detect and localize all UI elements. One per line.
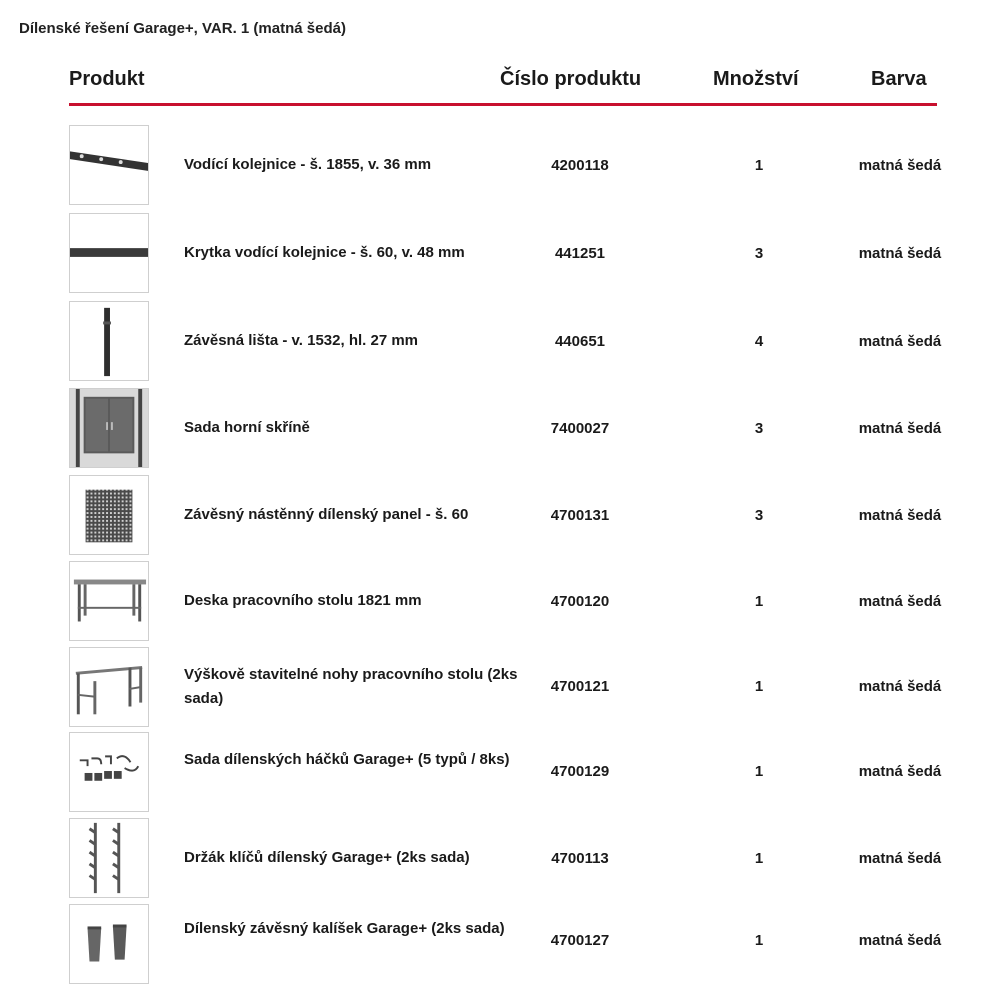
product-code: 4700120 <box>550 593 610 610</box>
rail-cover-icon <box>69 213 149 293</box>
product-color: matná šedá <box>858 763 942 780</box>
hanging-strip-icon <box>69 301 149 381</box>
product-name: Vodící kolejnice - š. 1855, v. 36 mm <box>184 156 432 173</box>
product-color: matná šedá <box>858 157 942 174</box>
key-holder-icon <box>69 818 149 898</box>
product-name: Dílenský závěsný kalíšek Garage+ (2ks sada) <box>184 920 505 937</box>
product-code: 441251 <box>554 245 606 262</box>
product-code: 4700113 <box>551 850 609 867</box>
product-color: matná šedá <box>858 420 942 437</box>
product-quantity: 3 <box>754 245 764 262</box>
product-name: Deska pracovního stolu 1821 mm <box>184 592 422 609</box>
product-color: matná šedá <box>858 507 942 524</box>
hooks-icon <box>69 732 149 812</box>
product-quantity: 3 <box>754 507 764 524</box>
product-name: Výškově stavitelné nohy pracovního stolu (2ks sada) <box>184 666 518 707</box>
bench-legs-icon <box>69 647 149 727</box>
workbench-icon <box>69 561 149 641</box>
product-color: matná šedá <box>858 593 942 610</box>
product-code: 4700121 <box>550 678 610 695</box>
product-quantity: 4 <box>754 333 764 350</box>
product-color: matná šedá <box>858 850 942 867</box>
product-name: Krytka vodící kolejnice - š. 60, v. 48 mm <box>184 244 465 261</box>
product-code: 4200118 <box>551 157 609 174</box>
product-quantity: 1 <box>754 157 764 174</box>
pegboard-icon <box>69 475 149 555</box>
product-color: matná šedá <box>858 678 942 695</box>
product-quantity: 1 <box>754 678 764 695</box>
column-header-code: Číslo produktu <box>500 68 642 90</box>
product-code: 4700129 <box>550 763 610 780</box>
header-divider <box>69 103 937 106</box>
product-name: Sada horní skříně <box>184 419 310 436</box>
column-header-color: Barva <box>871 68 927 90</box>
column-header-product: Produkt <box>69 68 145 90</box>
wall-cabinet-icon <box>69 388 149 468</box>
product-code: 440651 <box>554 333 606 350</box>
product-code: 4700127 <box>550 932 610 949</box>
product-name: Závěsná lišta - v. 1532, hl. 27 mm <box>184 332 419 349</box>
product-color: matná šedá <box>858 333 942 350</box>
column-header-quantity: Množství <box>713 68 799 90</box>
product-color: matná šedá <box>858 245 942 262</box>
product-quantity: 3 <box>754 420 764 437</box>
product-name: Závěsný nástěnný dílenský panel - š. 60 <box>184 506 469 523</box>
product-quantity: 1 <box>754 593 764 610</box>
product-name: Sada dílenských háčků Garage+ (5 typů / 8ks) <box>184 751 510 768</box>
product-code: 7400027 <box>550 420 610 437</box>
product-quantity: 1 <box>754 932 764 949</box>
page-title: Dílenské řešení Garage+, VAR. 1 (matná šedá) <box>19 20 346 37</box>
product-color: matná šedá <box>858 932 942 949</box>
product-quantity: 1 <box>754 850 764 867</box>
rail-icon <box>69 125 149 205</box>
product-quantity: 1 <box>754 763 764 780</box>
product-code: 4700131 <box>550 507 610 524</box>
cup-icon <box>69 904 149 984</box>
product-name: Držák klíčů dílenský Garage+ (2ks sada) <box>184 849 470 866</box>
